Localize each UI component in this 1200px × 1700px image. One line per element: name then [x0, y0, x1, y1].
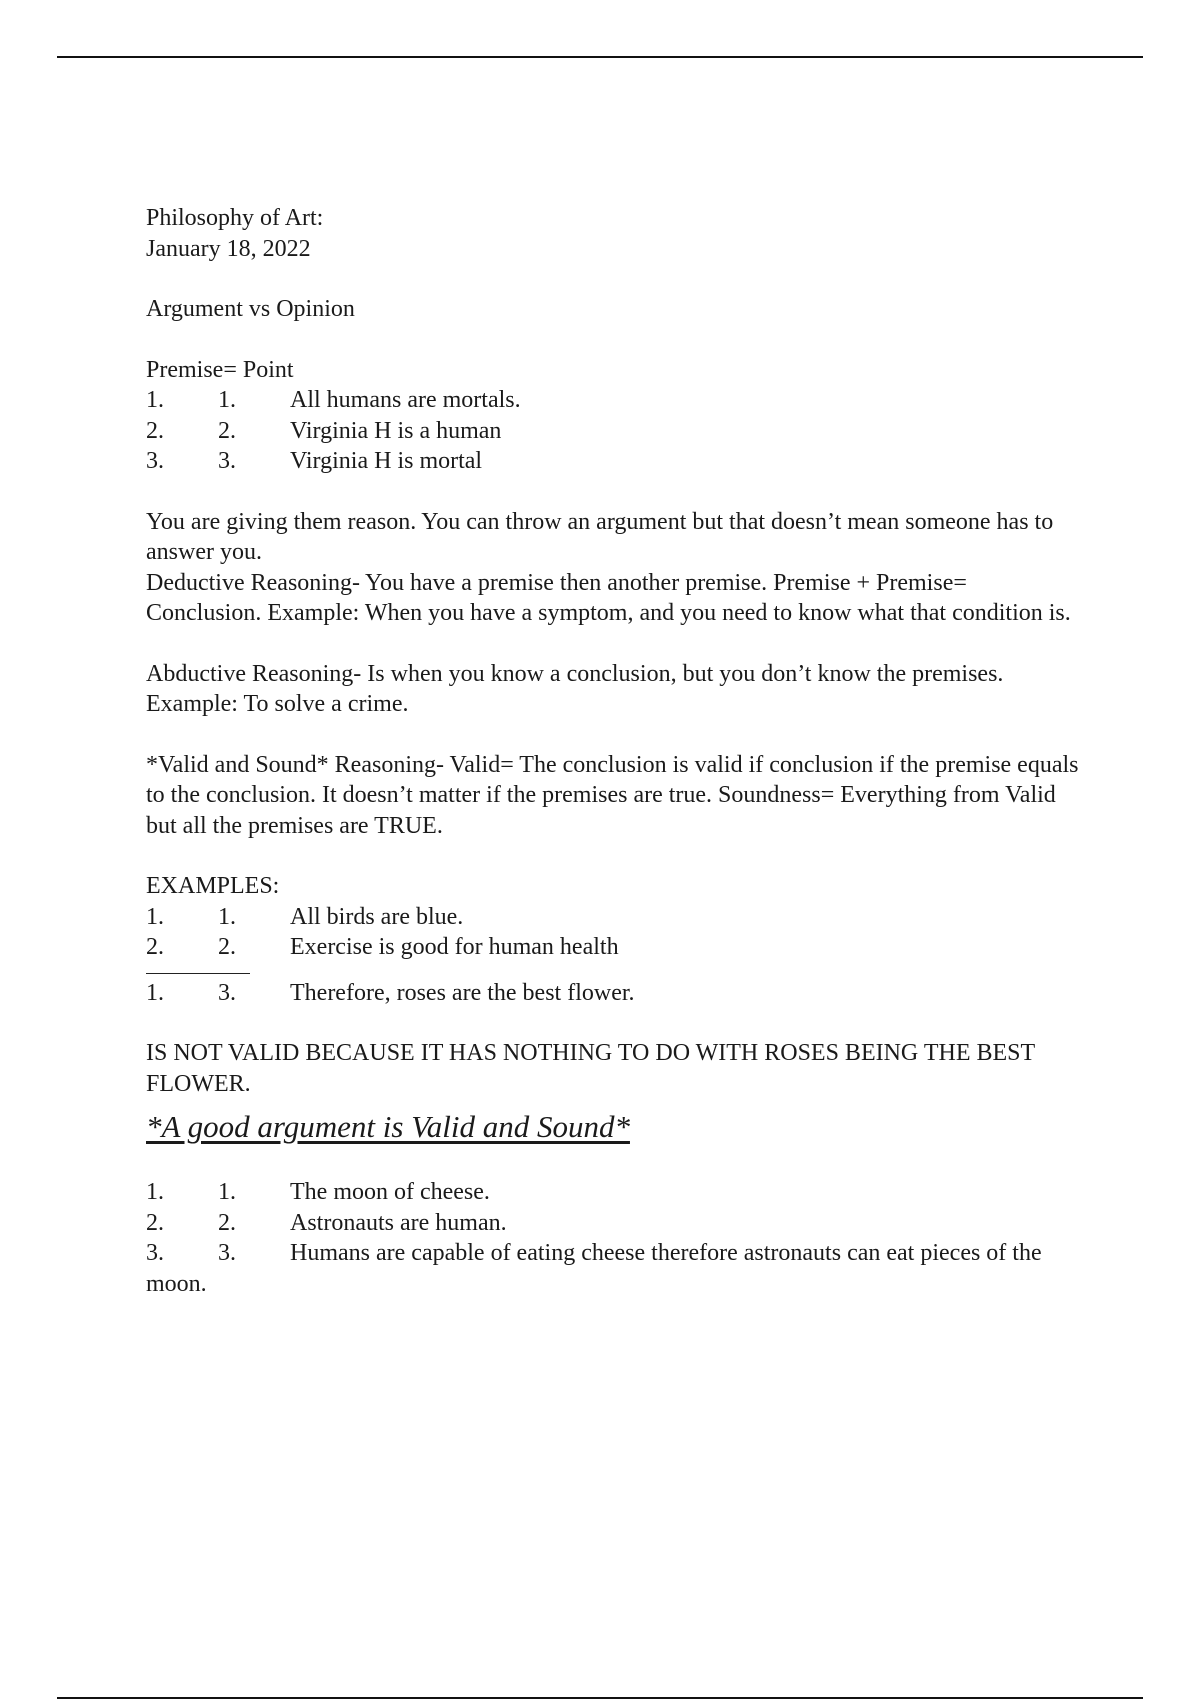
list-text: Humans are capable of eating cheese therefore astronauts can eat pieces of the moon.	[146, 1240, 1042, 1297]
list-number: 1.	[218, 387, 236, 413]
list-text: All humans are mortals.	[290, 387, 521, 413]
list-number: 2.	[218, 934, 236, 960]
verdict-paragraph: IS NOT VALID BECAUSE IT HAS NOTHING TO DO WITH ROSES BEING THE BEST FLOWER.	[146, 1040, 1041, 1097]
list-number: 3.	[218, 979, 236, 1006]
list-number: 1.	[146, 387, 164, 413]
list-item	[146, 446, 1086, 477]
list-text: The moon of cheese.	[290, 1179, 490, 1205]
list-number: 1.	[146, 1179, 164, 1205]
list-number: 2.	[146, 1209, 164, 1236]
document-body	[146, 203, 1086, 1299]
list-number: 2.	[146, 417, 164, 444]
list-text: All birds are blue.	[290, 903, 464, 930]
course-title: Philosophy of Art:	[146, 205, 324, 231]
list-item	[146, 1177, 1086, 1208]
list-number: 2.	[218, 1209, 236, 1236]
list-text: Therefore, roses are the best flower.	[290, 979, 635, 1006]
list-number: 3.	[218, 1240, 236, 1266]
list-text: Astronauts are human.	[290, 1209, 507, 1236]
list-number: 2.	[218, 417, 236, 444]
emphasis-heading: *A good argument is Valid and Sound*	[146, 1109, 630, 1144]
list-number: 1.	[218, 903, 236, 930]
list-item	[146, 385, 1086, 416]
list-item	[146, 1208, 1086, 1239]
abductive-paragraph: Abductive Reasoning- Is when you know a conclusion, but you don’t know the premises. Example: To solve a crime.	[146, 660, 1010, 717]
bottom-rule	[57, 1697, 1143, 1699]
list-number: 3.	[218, 448, 236, 474]
list-item	[146, 978, 1086, 1009]
topic-heading: Argument vs Opinion	[146, 296, 355, 322]
list-number: 1.	[146, 903, 164, 930]
list-item	[146, 416, 1086, 447]
list-number: 3.	[146, 448, 164, 474]
list-text: Exercise is good for human health	[290, 934, 619, 960]
list-item	[146, 932, 1086, 963]
conclusion-divider	[146, 973, 250, 974]
top-rule	[57, 56, 1143, 58]
list-text: Virginia H is mortal	[290, 448, 483, 474]
examples-title: EXAMPLES:	[146, 873, 280, 899]
list-number: 1.	[146, 979, 164, 1006]
lecture-date: January 18, 2022	[146, 235, 311, 262]
deductive-paragraph: Deductive Reasoning- You have a premise then another premise. Premise + Premise= Conclusion. Example: When you have a symptom, and you need to know what that condition is.	[146, 569, 1071, 626]
list-item	[146, 1238, 1086, 1299]
valid-sound-paragraph: *Valid and Sound* Reasoning- Valid= The conclusion is valid if conclusion if the premise equals to the conclusion. It doesn’t matter if the premises are true. Soundness= Everything from Valid but all the premises are TRUE.	[146, 751, 1085, 839]
list-item	[146, 902, 1086, 933]
list-text: Virginia H is a human	[290, 417, 502, 444]
list-number: 3.	[146, 1240, 164, 1266]
reason-paragraph: You are giving them reason. You can throw an argument but that doesn’t mean someone has to answer you.	[146, 508, 1060, 565]
list-number: 1.	[218, 1179, 236, 1205]
premise-title: Premise= Point	[146, 356, 294, 383]
list-number: 2.	[146, 934, 164, 960]
